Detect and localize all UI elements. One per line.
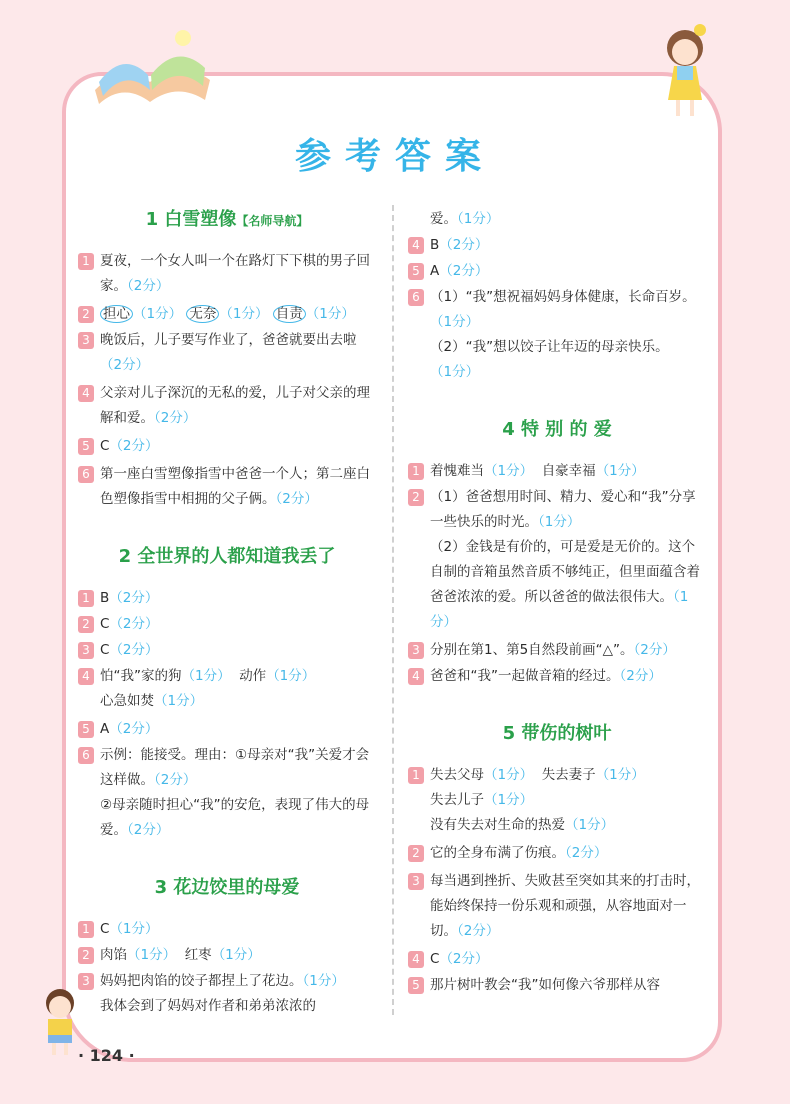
- answer-item: 爱。（1分）: [430, 211, 500, 227]
- section-heading: 5 带伤的树叶: [502, 723, 612, 744]
- section-heading: 4 特 别 的 爱: [502, 419, 612, 440]
- answer-item: 2 它的全身布满了伤痕。（2分）: [408, 841, 706, 866]
- right-column: [408, 205, 706, 999]
- answer-item: 5 那片树叶教会“我”如何像六爷那样从容: [408, 973, 706, 998]
- answer-item: 2 （1）爸爸想用时间、精力、爱心和“我”分享一些快乐的时光。（1分） （2）金钱是有价的，可是爱是无价的。这个自制的音箱虽然音质不够纯正，但里面蕴含着爸爸浓浓的爱。所以爸爸的做法很伟大。（1分）: [408, 485, 706, 635]
- answer-item: 4 C（2分）: [408, 947, 706, 972]
- answer-item: 1 夏夜，一个女人叫一个在路灯下下棋的男子回家。（2分）: [78, 249, 376, 299]
- page-title: 参考答案: [294, 136, 495, 177]
- answer-item: 4 怕“我”家的狗（1分） 动作（1分） 心急如焚（1分）: [78, 664, 376, 714]
- answer-item: 1 着愧难当（1分） 自豪幸福（1分）: [408, 459, 706, 484]
- section-heading: 2 全世界的人都知道我丢了: [118, 546, 336, 567]
- answer-item: 2 担心 （1分） 无奈 （1分） 自责 （1分）: [78, 302, 376, 327]
- answer-item: 4 B（2分）: [408, 233, 706, 258]
- answer-item: 3 妈妈把肉馅的饺子都捏上了花边。（1分） 我体会到了妈妈对作者和弟弟浓浓的: [78, 969, 376, 1019]
- answer-item: 5 C（2分）: [78, 434, 376, 459]
- open-book-illustration: [85, 20, 215, 110]
- answer-item: 3 每当遇到挫折、失败甚至突如其来的打击时，能始终保持一份乐观和顽强，从容地面对一切。（2分）: [408, 869, 706, 944]
- answer-item: 2 C（2分）: [78, 612, 376, 637]
- answer-item: 1 C（1分）: [78, 917, 376, 942]
- answer-item: 1 B（2分）: [78, 586, 376, 611]
- page-number: · 124 ·: [78, 1046, 135, 1065]
- answer-item: 4 爸爸和“我”一起做音箱的经过。（2分）: [408, 664, 706, 689]
- section-heading: 1 白雪塑像【名师导航】: [145, 209, 309, 230]
- answer-item: 6 第一座白雪塑像指雪中爸爸一个人；第二座白色塑像指雪中相拥的父子俩。（2分）: [78, 462, 376, 512]
- column-divider: [392, 205, 394, 1015]
- left-column: [78, 205, 376, 1020]
- answer-item: 3 分别在第1、第5自然段前画“△”。（2分）: [408, 638, 706, 663]
- answer-item: 1 失去父母（1分） 失去妻子（1分） 失去儿子（1分） 没有失去对生命的热爱（1分）: [408, 763, 706, 838]
- answer-item: 5 A（2分）: [78, 717, 376, 742]
- answer-item: 2 肉馅（1分） 红枣（1分）: [78, 943, 376, 968]
- answer-item: 6 示例：能接受。理由：①母亲对“我”关爱才会这样做。（2分） ②母亲随时担心“我”的安危，表现了伟大的母爱。（2分）: [78, 743, 376, 843]
- answer-item: 5 A（2分）: [408, 259, 706, 284]
- answer-item: 4 父亲对儿子深沉的无私的爱，儿子对父亲的理解和爱。（2分）: [78, 381, 376, 431]
- answer-item: 3 C（2分）: [78, 638, 376, 663]
- answer-item: 3 晚饭后，儿子要写作业了，爸爸就要出去啦（2分）: [78, 328, 376, 378]
- answer-item: 6 （1）“我”想祝福妈妈身体健康，长命百岁。（1分） （2）“我”想以饺子让年迈的母亲快乐。（1分）: [408, 285, 706, 385]
- girl-illustration: [650, 18, 720, 123]
- section-heading: 3 花边饺里的母爱: [154, 877, 300, 898]
